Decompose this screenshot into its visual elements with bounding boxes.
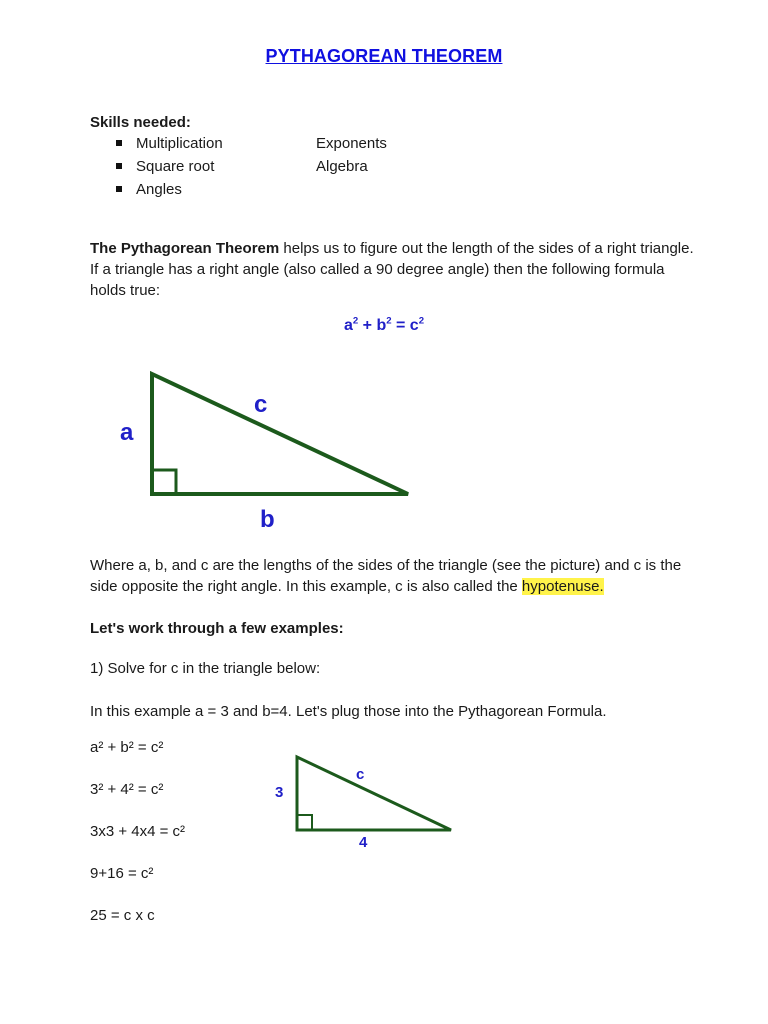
skill-multiplication: Multiplication (136, 135, 223, 152)
step-3: 3x3 + 4x4 = c² (90, 823, 186, 840)
example1-prompt: 1) Solve for c in the triangle below: (90, 660, 321, 677)
side-b-label: b (260, 506, 275, 533)
intro-line3: holds true: (90, 282, 161, 299)
bullet-icon (116, 140, 122, 146)
step-2: 3² + 4² = c² (90, 781, 164, 798)
skill-algebra: Algebra (316, 158, 368, 175)
example1-intro: In this example a = 3 and b=4. Let's plug those into the Pythagorean Formula. (90, 703, 607, 720)
intro-line1: helps us to figure out the length of the sides of a right triangle. (279, 240, 694, 257)
step-1: a² + b² = c² (90, 739, 164, 756)
example-side-b-label: 4 (359, 834, 368, 851)
hypotenuse-highlight: hypotenuse. (521, 578, 604, 595)
example-side-a-label: 3 (275, 784, 284, 801)
skill-exponents: Exponents (316, 135, 387, 152)
side-a-label: a (120, 419, 134, 446)
side-c-label: c (254, 391, 268, 418)
skill-angles: Angles (136, 181, 182, 198)
bullet-icon (116, 186, 122, 192)
right-angle-marker (152, 470, 176, 494)
example-right-angle-marker (297, 815, 312, 830)
page-title: PYTHAGOREAN THEOREM (265, 46, 503, 66)
pythagorean-formula: $a^2 + b^2 = c^2$ (343, 315, 425, 334)
example-triangle (297, 757, 451, 830)
bullet-icon (116, 163, 122, 169)
explanation-line2: side opposite the right angle. In this example, c is also called the (90, 578, 522, 595)
skills-heading: Skills needed: (90, 114, 191, 131)
right-triangle (152, 374, 408, 494)
skill-square-root: Square root (136, 158, 215, 175)
example-side-c-label: c (356, 766, 365, 783)
step-4: 9+16 = c² (90, 865, 154, 882)
intro-term: The Pythagorean Theorem (90, 240, 280, 257)
step-5: 25 = c x c (90, 907, 155, 924)
explanation-line1: Where a, b, and c are the lengths of the sides of the triangle (see the picture) and c is the (90, 557, 682, 574)
intro-paragraph (90, 238, 694, 301)
explanation-paragraph (90, 555, 680, 597)
examples-heading: Let's work through a few examples: (90, 620, 344, 637)
intro-line2: If a triangle has a right angle (also called a 90 degree angle) then the following formula (90, 261, 665, 278)
